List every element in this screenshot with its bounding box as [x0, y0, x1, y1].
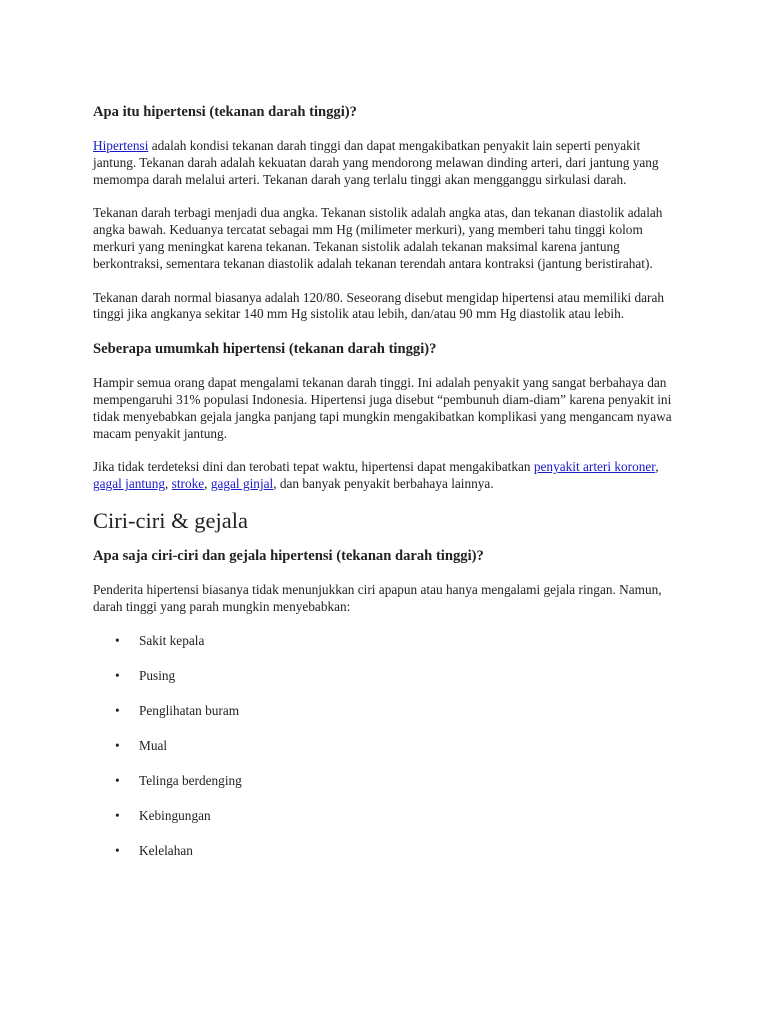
- list-item-text: Telinga berdenging: [139, 772, 242, 788]
- link-stroke[interactable]: stroke: [171, 476, 205, 492]
- list-item-text: Pusing: [139, 667, 176, 683]
- article: [93, 103, 673, 878]
- paragraph-definition-text: adalah kondisi tekanan darah tinggi dan dapat mengakibatkan penyakit lain seperti penyakit jantung. Tekanan darah adalah kekuatan darah yang mendorong melawan dinding arteri, dari jantung yang memompa darah melalui arteri. Tekanan darah yang terlalu tinggi akan mengganggu sirkulasi darah.: [93, 138, 659, 187]
- bullet-icon: •: [115, 807, 120, 823]
- list-item-text: Sakit kepala: [139, 632, 205, 648]
- list-item: [93, 668, 673, 685]
- link-gagal-ginjal[interactable]: gagal ginjal: [210, 476, 274, 492]
- paragraph-normal-pressure: Tekanan darah normal biasanya adalah 120/80. Seseorang disebut mengidap hipertensi atau memiliki darah tinggi jika angkanya sekitar 140 mm Hg sistolik atau lebih, dan/atau 90 mm Hg diastolik atau lebih.: [93, 289, 665, 322]
- section-heading-what-is-hypertension: Apa itu hipertensi (tekanan darah tinggi)?: [93, 104, 357, 120]
- complications-outro: , dan banyak penyakit berbahaya lainnya.: [273, 476, 494, 492]
- symptom-list: [93, 633, 673, 860]
- section-heading-how-common: Seberapa umumkah hipertensi (tekanan darah tinggi)?: [93, 341, 437, 358]
- section-title-symptoms: Ciri-ciri & gejala: [93, 507, 248, 533]
- paragraph-complications: [93, 459, 673, 493]
- list-item-text: Kebingungan: [139, 807, 211, 823]
- list-item: [93, 808, 673, 825]
- list-item-text: Kelelahan: [139, 842, 193, 858]
- list-item: [93, 773, 673, 790]
- complications-intro: Jika tidak terdeteksi dini dan terobati tepat waktu, hipertensi dapat mengakibatkan: [93, 459, 534, 475]
- paragraph-prevalence: Hampir semua orang dapat mengalami tekanan darah tinggi. Ini adalah penyakit yang sangat berbahaya dan mempengaruhi 31% populasi Indonesia. Hipertensi juga disebut “pembunuh diam-diam” karena penyakit ini tidak menyebabkan gejala jangka panjang tapi mungkin mengakibatkan komplikasi yang mengancam nyawa macam penyakit jantung.: [93, 375, 672, 441]
- list-item: [93, 843, 673, 860]
- section-heading-symptoms: Apa saja ciri-ciri dan gejala hipertensi (tekanan darah tinggi)?: [93, 547, 484, 564]
- separator: ,: [655, 459, 659, 475]
- list-item-text: Penglihatan buram: [139, 702, 240, 718]
- bullet-icon: •: [115, 632, 120, 648]
- separator: ,: [204, 476, 211, 492]
- bullet-icon: •: [115, 842, 120, 858]
- link-penyakit-arteri-koroner[interactable]: penyakit arteri koroner: [533, 459, 656, 475]
- link-gagal-jantung[interactable]: gagal jantung: [93, 476, 166, 492]
- bullet-icon: •: [115, 772, 120, 788]
- list-item: [93, 703, 673, 720]
- bullet-icon: •: [115, 667, 120, 683]
- link-hipertensi[interactable]: Hipertensi: [93, 138, 149, 153]
- list-item: [93, 633, 673, 650]
- bullet-icon: •: [115, 702, 120, 718]
- paragraph-definition: [93, 138, 673, 188]
- separator: ,: [165, 476, 172, 492]
- list-item: [93, 738, 673, 755]
- bullet-icon: •: [115, 737, 120, 753]
- paragraph-blood-pressure-numbers: Tekanan darah terbagi menjadi dua angka. Tekanan sistolik adalah angka atas, dan tekanan diastolik adalah angka bawah. Keduanya tercatat sebagai mm Hg (milimeter merkuri), yang memberi tahu tinggi kolom merkuri yang meningkat karena tekanan. Tekanan sistolik adalah tekanan maksimal karena jantung berkontraksi, sementara tekanan diastolik adalah tekanan terendah antara kontraksi (jantung beristirahat).: [93, 205, 663, 271]
- list-item-text: Mual: [139, 737, 168, 753]
- paragraph-symptoms-intro: Penderita hipertensi biasanya tidak menunjukkan ciri apapun atau hanya mengalami gejala ringan. Namun, darah tinggi yang parah mungkin menyebabkan:: [93, 581, 662, 614]
